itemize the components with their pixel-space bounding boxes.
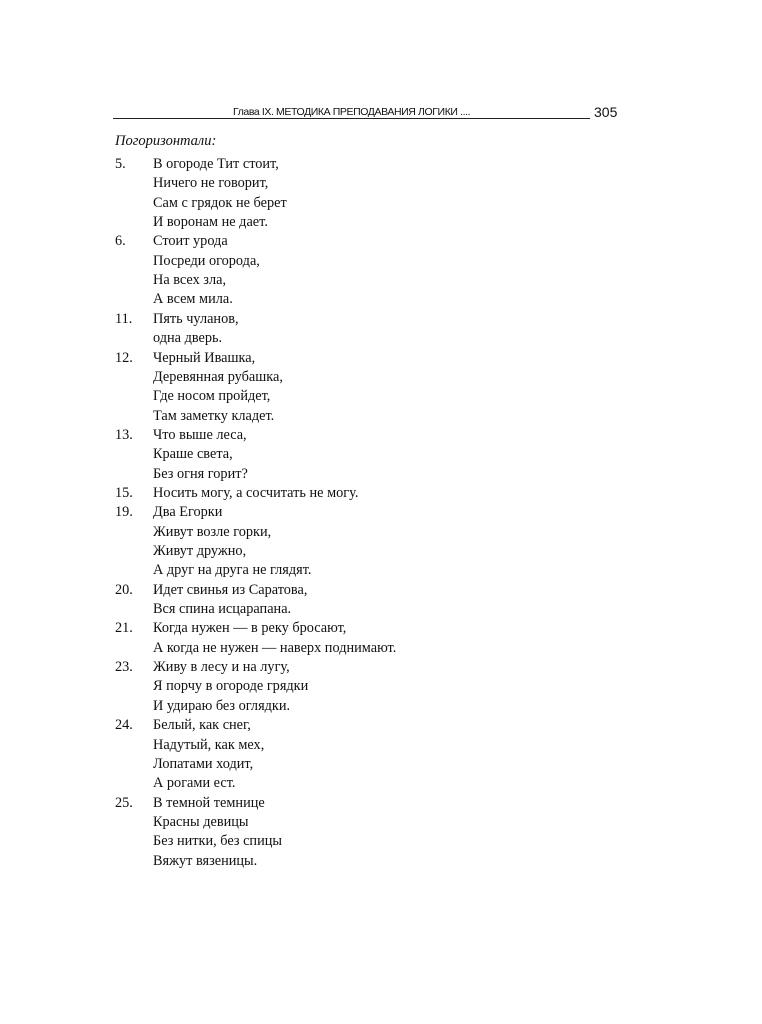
header-rule [113, 118, 590, 119]
riddle-line: Красны девицы [153, 813, 249, 830]
riddle-number: 19. [115, 504, 133, 521]
riddle-line: Сам с грядок не берет [153, 194, 287, 211]
section-heading: Погоризонтали: [115, 133, 217, 149]
riddle-number: 13. [115, 426, 133, 443]
riddle-line: Что выше леса, [153, 426, 247, 443]
riddle-line: А друг на друга не глядят. [153, 562, 312, 579]
riddle-number: 15. [115, 484, 133, 501]
riddle-line: Стоит урода [153, 233, 228, 250]
riddle-number: 20. [115, 581, 133, 598]
riddle-line: А когда не нужен — наверх поднимают. [153, 639, 397, 656]
riddle-line: А рогами ест. [153, 775, 236, 792]
riddle-line: Два Егорки [153, 504, 223, 521]
riddle-line: И воронам не дает. [153, 214, 268, 231]
riddle-number: 25. [115, 794, 133, 811]
riddle-line: одна дверь. [153, 330, 223, 347]
riddle-number: 12. [115, 349, 133, 366]
riddle-line: Посреди огорода, [153, 252, 260, 269]
riddle-number: 11. [115, 310, 133, 327]
riddle-number: 6. [115, 233, 126, 250]
riddle-line: Краше света, [153, 446, 233, 463]
riddle-number: 24. [115, 717, 133, 734]
riddle-line: Где носом пройдет, [153, 388, 271, 405]
riddle-line: Черный Ивашка, [153, 349, 256, 366]
riddle-line: Без огня горит? [153, 465, 248, 482]
riddle-line: Вяжут вязеницы. [153, 852, 258, 869]
page-number: 305 [594, 104, 618, 120]
riddle-number: 5. [115, 156, 126, 172]
riddle-line: Когда нужен — в реку бросают, [153, 620, 347, 637]
riddle-line: В темной темнице [153, 794, 265, 811]
riddle-line: Живут дружно, [153, 543, 247, 559]
riddle-line: Вся спина исцарапана. [153, 601, 292, 618]
riddle-line: Белый, как снег, [153, 717, 251, 734]
riddle-line: И удираю без оглядки. [153, 697, 291, 714]
running-title: Глава IX. МЕТОДИКА ПРЕПОДАВАНИЯ ЛОГИКИ .... [233, 106, 471, 118]
riddle-line: Там заметку кладет. [153, 407, 275, 424]
riddle-line: Ничего не говорит, [153, 175, 269, 192]
riddle-line: Лопатами ходит, [153, 755, 254, 772]
riddle-line: Без нитки, без спицы [153, 833, 282, 850]
riddle-number: 21. [115, 620, 133, 637]
riddle-number: 23. [115, 659, 133, 676]
riddle-line: Носить могу, а сосчитать не могу. [153, 484, 359, 501]
riddle-line: Живу в лесу и на лугу, [153, 659, 290, 676]
riddle-line: Я порчу в огороде грядки [153, 678, 309, 695]
riddle-line: А всем мила. [153, 291, 233, 308]
riddle-line: На всех зла, [153, 272, 227, 289]
riddle-line: Деревянная рубашка, [153, 368, 283, 385]
riddle-line: Пять чуланов, [153, 310, 239, 327]
riddle-line: Надутый, как мех, [153, 736, 265, 753]
riddle-line: Живут возле горки, [153, 523, 272, 540]
riddle-line: Идет свинья из Саратова, [153, 581, 308, 598]
riddle-line: В огороде Тит стоит, [153, 156, 279, 172]
